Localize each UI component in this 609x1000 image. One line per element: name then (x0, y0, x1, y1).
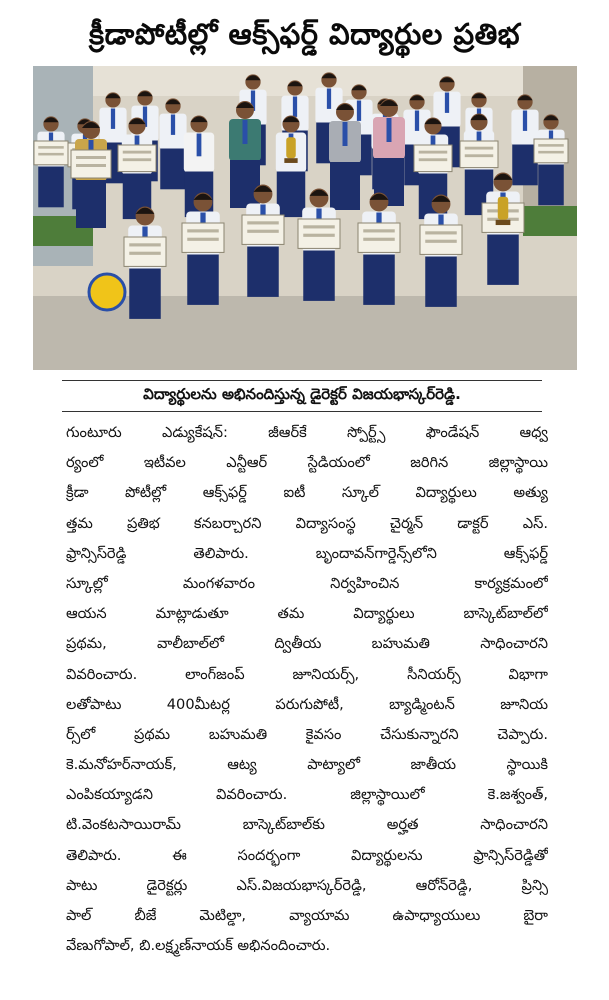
certificate-line (247, 230, 279, 233)
trophy-base (284, 158, 297, 163)
person-tie (445, 93, 449, 113)
person-tie (387, 118, 392, 142)
certificate-line (303, 234, 335, 237)
certificate-line (187, 229, 219, 232)
certificate (34, 141, 68, 165)
group-photo (33, 66, 577, 370)
person-pants (303, 251, 335, 301)
article-line: ర్యంలో ఇటీవల ఎన్టీఆర్ స్టేడియంలో జరిగిన జిల్లాస్థాయి (66, 454, 548, 472)
person-pants (538, 165, 564, 206)
person-pants (277, 172, 306, 218)
article-line: ఫ్రాన్సిస్‌రెడ్డి తెలిపారు. బృందావన్‌గార్డెన్స్‌లోని ఆక్స్‌ఫర్డ్ (66, 544, 548, 562)
person-pants (487, 235, 519, 285)
person-tie (293, 97, 297, 117)
certificate-line (419, 151, 448, 154)
article-line: తెలిపారు. ఈ సందర్భంగా విద్యార్థులను ఫ్రాన్సిస్‌రెడ్డితో (66, 846, 548, 864)
headline: క్రీడాపోటీల్లో ఆక్స్‌ఫర్డ్ విద్యార్థుల ప్రతిభ (88, 17, 521, 51)
certificate-line (363, 238, 395, 241)
person-tie (327, 89, 331, 109)
article-line: క్రీడా పోటీల్లో ఆక్స్‌ఫర్డ్ ఐటీ స్కూల్ విద్యార్థులు అత్యు (66, 484, 548, 502)
certificate-line (303, 225, 335, 228)
person-tie (111, 109, 115, 129)
person-tie (343, 122, 348, 146)
certificate-line (76, 164, 106, 167)
person-pants (230, 160, 260, 208)
article-line: ప్రథమ, వాలీబాల్‌లో ద్వితీయ బహుమతి సాధించారని (66, 635, 548, 653)
person-pants (330, 162, 360, 210)
person-pants (38, 167, 64, 208)
certificate-line (187, 238, 219, 241)
person-tie (197, 134, 202, 157)
photo-plants-right (523, 206, 577, 236)
certificate-line (363, 229, 395, 232)
article-line: స్కూల్లో మంగళవారం నిర్వహించిన కార్యక్రమంలో (66, 574, 548, 592)
article-line: లతోపాటు 400మీటర్ల పరుగుపోటీ, బ్యాడ్మింటన్ జూనియ (66, 695, 548, 713)
person-pants (129, 269, 161, 319)
person-pants (425, 257, 457, 307)
certificate (534, 139, 568, 163)
person-tie (415, 111, 419, 131)
person-pants (187, 255, 219, 305)
certificate-line (129, 252, 161, 255)
certificate-line (123, 151, 152, 154)
article-line: పాటు డైరెక్టర్లు ఎస్.విజయభాస్కర్‌రెడ్డి, ఆరోన్‌రెడ్డి, ప్రిన్సి (66, 876, 548, 894)
certificate-line (129, 243, 161, 246)
certificate-line (425, 231, 457, 234)
article-line: కె.మనోహర్‌నాయక్, ఆట్య పాట్యాలో జాతీయ స్థాయికి (66, 756, 548, 774)
person-tie (523, 111, 527, 131)
certificate-line (538, 151, 564, 154)
person-pants (76, 180, 106, 228)
person-tie (243, 120, 248, 144)
certificate-line (123, 158, 152, 161)
article-line: ఆయన మాట్లాడుతూ తమ విద్యార్థులు బాస్కెట్‌బాల్‌లో (66, 605, 548, 623)
article-line: త్తమ ప్రతిభ కనబర్చారని విద్యాసంస్థ చైర్మన్ డాక్టర్ ఎస్. (66, 514, 548, 532)
trophy (498, 197, 509, 220)
certificate-line (538, 144, 564, 147)
trophy-base (496, 220, 511, 225)
certificate-line (38, 153, 64, 156)
certificate-line (465, 147, 494, 150)
volleyball (89, 274, 125, 310)
person-pants (247, 247, 279, 297)
article-line: వివరించారు. లాంగ్‌జంప్ జూనియర్స్, సీనియర్స్ విభాగా (66, 665, 548, 683)
trophy (286, 137, 296, 158)
certificate-line (38, 146, 64, 149)
photo-caption: విద్యార్థులను అభినందిస్తున్న డైరెక్టర్ విజయభాస్కర్‌రెడ్డి. (62, 380, 542, 412)
person-tie (171, 115, 175, 135)
article-line: ర్స్‌లో ప్రథమ బహుమతి కైవసం చేసుకున్నారని చెప్పారు. (66, 725, 548, 743)
article-line: వేణుగోపాల్, బి.లక్ష్మణ్‌నాయక్ అభినందించారు. (66, 937, 331, 955)
certificate-line (76, 156, 106, 159)
group-photo-image (33, 66, 577, 370)
certificate-line (247, 221, 279, 224)
article-line: టి.వెంకటసాయిరామ్ బాస్కెట్‌బాల్‌కు అర్హత సాధించారని (66, 816, 548, 834)
certificate-line (465, 154, 494, 157)
person-pants (160, 149, 186, 190)
certificate-line (425, 240, 457, 243)
article-line: పాల్ బీజే మెటిల్డా, వ్యాయామ ఉపాధ్యాయులు బైరా (66, 907, 548, 924)
article-body (66, 418, 548, 961)
article-line: గుంటూరు ఎడ్యుకేషన్: జీఆర్‌కే స్పోర్ట్స్ ఫౌండేషన్ ఆధ్వ (66, 424, 548, 441)
photo-ceiling (93, 66, 523, 96)
person-pants (363, 255, 395, 305)
person-tie (357, 101, 361, 121)
certificate-line (419, 158, 448, 161)
article-line: ఎంపికయ్యాడని వివరించారు. జిల్లాస్థాయిలో కె.జశ్వంత్, (66, 786, 548, 804)
